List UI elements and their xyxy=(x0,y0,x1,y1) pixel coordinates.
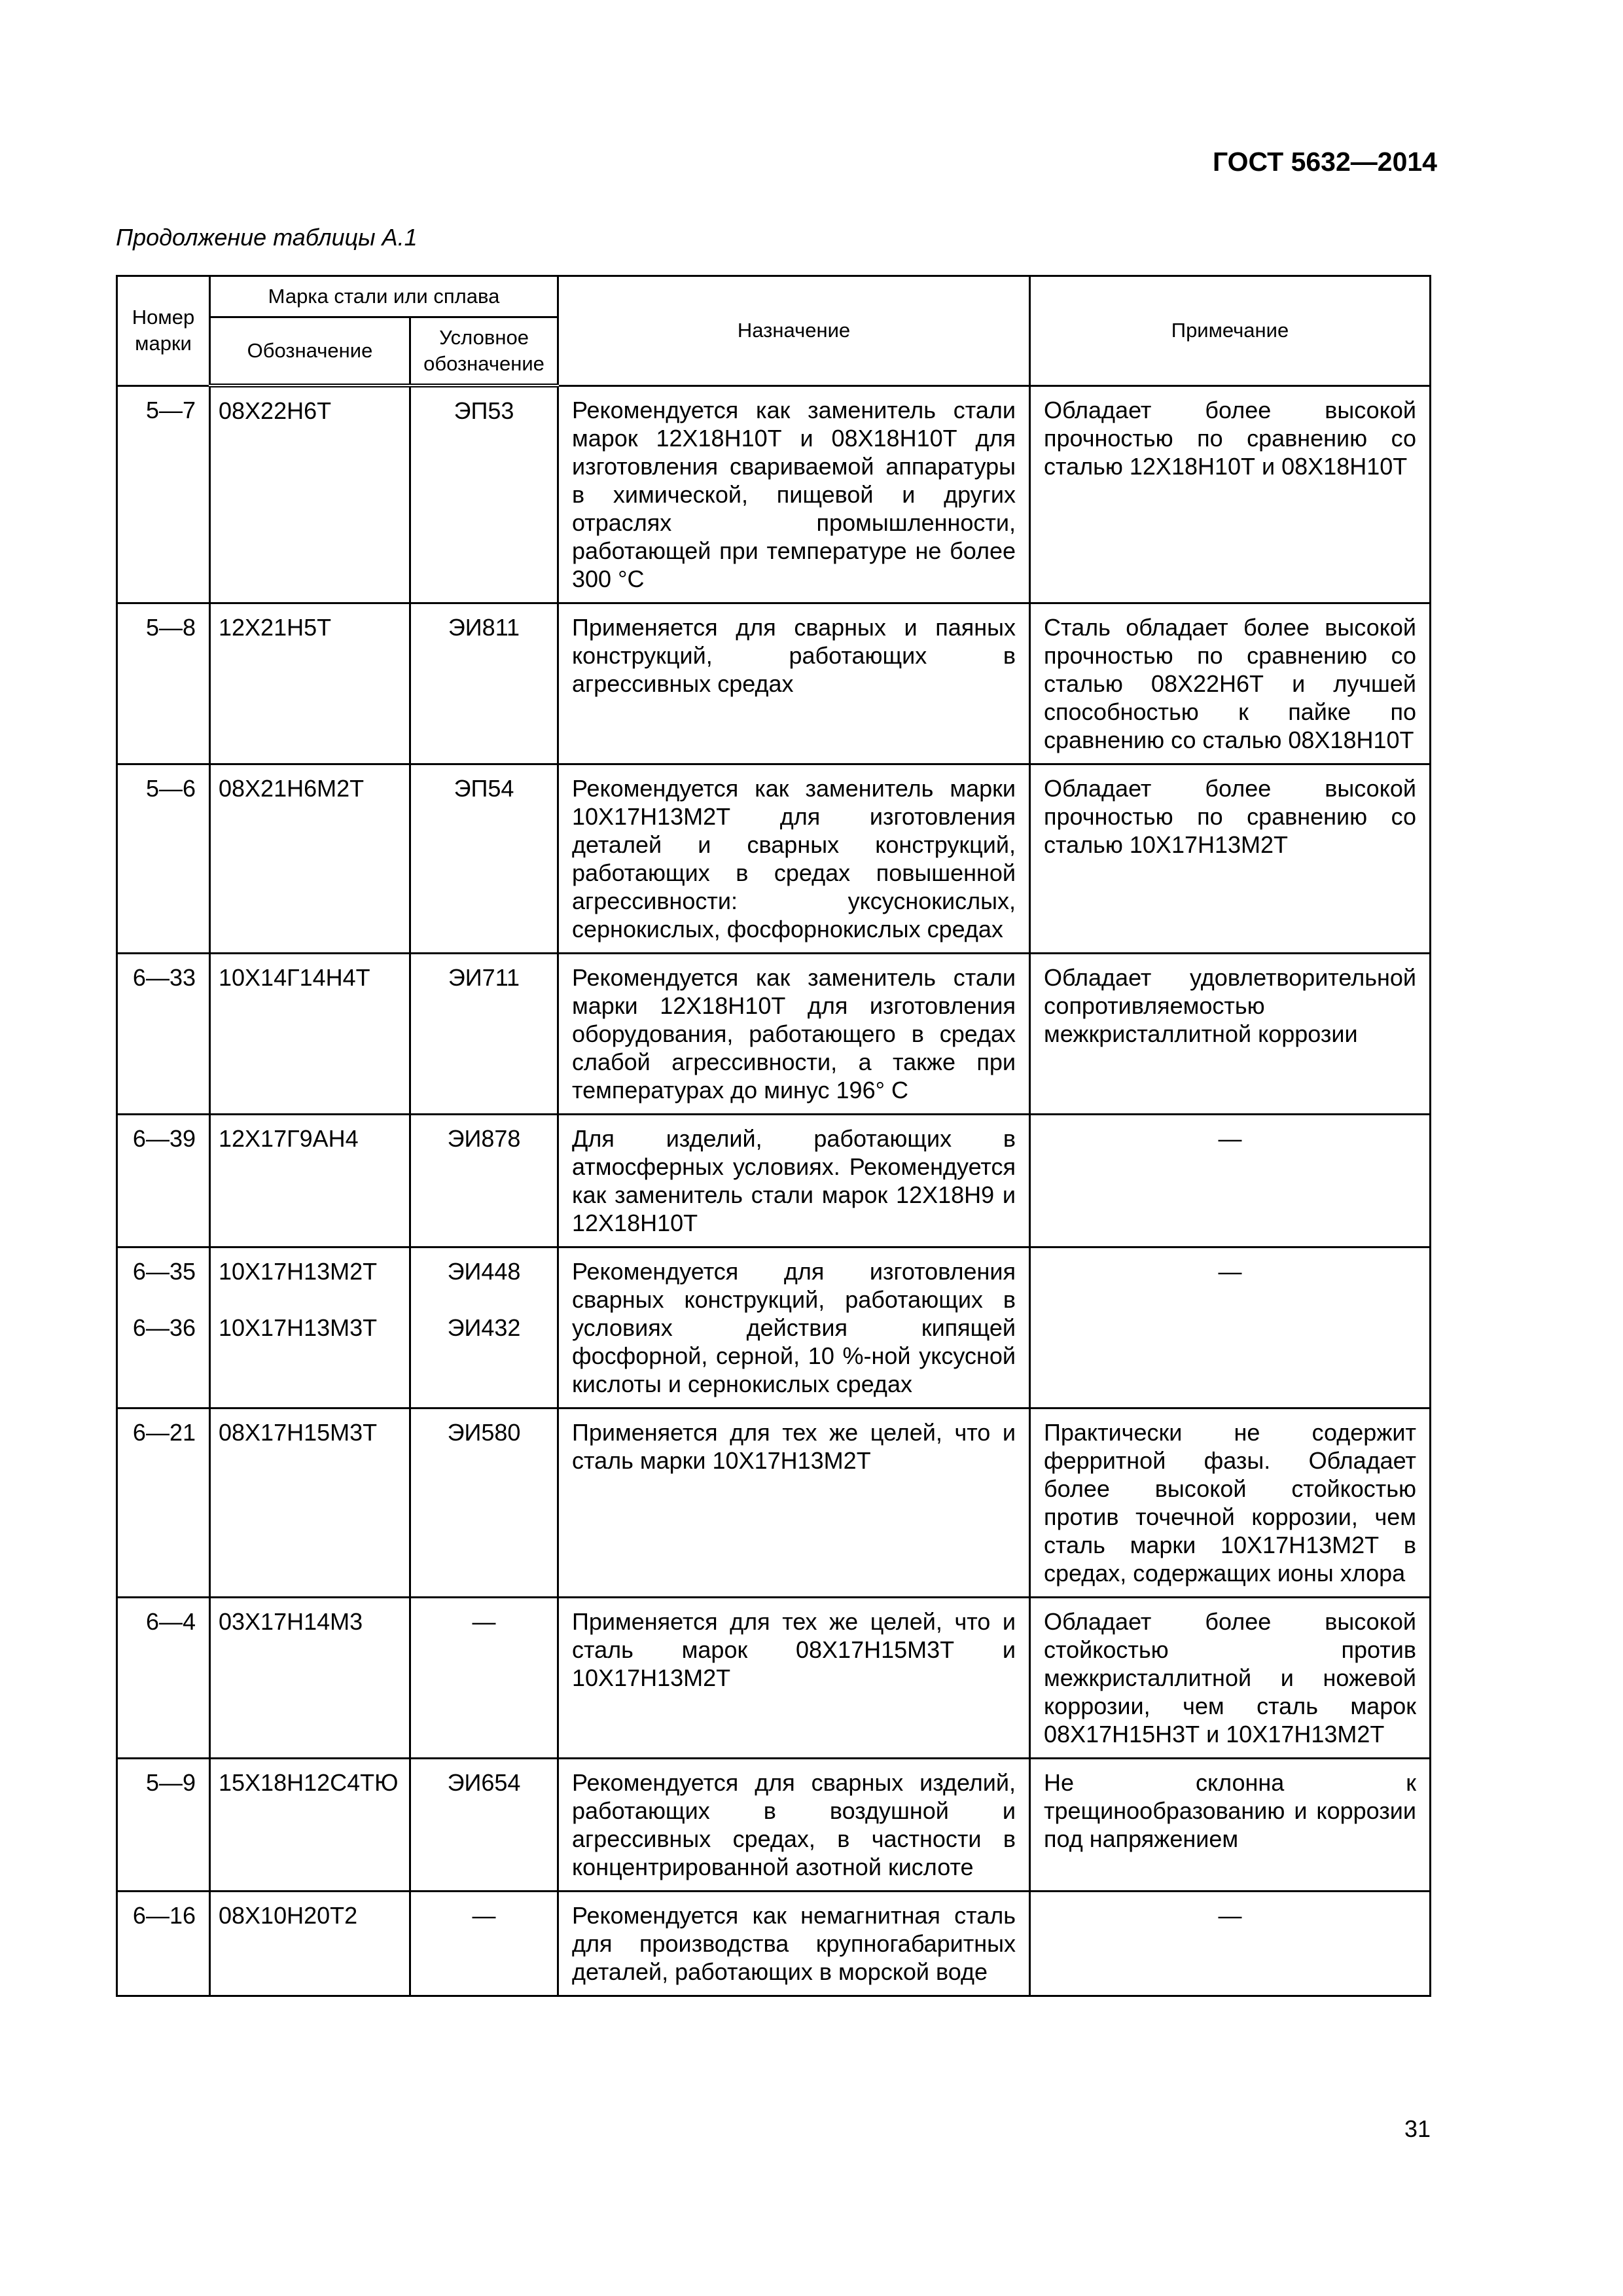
purpose-cell: Применяется для тех же целей, что и сталь марок 08Х17Н15М3Т и 10Х17Н13М2Т xyxy=(558,1597,1030,1758)
conditional-designation-cell xyxy=(410,1114,558,1247)
table-header xyxy=(117,276,1431,386)
designation-cell xyxy=(210,1758,410,1891)
designation-cell-value: 12Х17Г9АН4 xyxy=(219,1124,359,1152)
grade-number-cell xyxy=(117,1408,210,1597)
purpose-cell: Рекомендуется как заменитель стали марок 12Х18Н10Т и 08Х18Н10Т для изготовления свариваемой аппаратуры в химической, пищевой и других отраслях промышленности, работающей при температуре не более 300 °С xyxy=(558,386,1030,603)
conditional-designation-cell xyxy=(410,1597,558,1758)
designation-cell-value: 12Х21Н5Т xyxy=(219,613,332,641)
note-cell: Обладает более высокой стойкостью против межкристаллитной и ножевой коррозии, чем сталь марок 08Х17Н15Н3Т и 10Х17Н13М2Т xyxy=(1030,1597,1431,1758)
designation-cell xyxy=(210,1114,410,1247)
grade-number-cell xyxy=(117,386,210,603)
note-cell: — xyxy=(1030,1114,1431,1247)
grade-number-cell-value: 6—35 xyxy=(132,1257,196,1285)
conditional-designation-cell-value: ЭИ811 xyxy=(448,613,520,641)
designation-cell xyxy=(210,1891,410,1996)
column-header-note: Примечание xyxy=(1030,276,1431,386)
grade-number-cell-value: 5—6 xyxy=(145,774,196,802)
table-body xyxy=(117,386,1431,1996)
grade-number-cell-value: 6—33 xyxy=(132,963,196,991)
conditional-designation-cell-value: ЭИ448 xyxy=(447,1257,521,1285)
conditional-designation-cell xyxy=(410,603,558,764)
conditional-designation-cell-value: ЭП53 xyxy=(454,397,514,424)
steel-grades-table-container xyxy=(116,275,1431,1997)
grade-number-cell xyxy=(117,1247,210,1408)
column-header-conditional: Условное обозначение xyxy=(410,317,558,386)
conditional-designation-cell xyxy=(410,1758,558,1891)
conditional-designation-cell xyxy=(410,953,558,1114)
table-row xyxy=(117,764,1431,953)
standard-header: ГОСТ 5632—2014 xyxy=(1212,147,1437,177)
grade-number-cell xyxy=(117,764,210,953)
note-cell: — xyxy=(1030,1891,1431,1996)
designation-cell-value: 03Х17Н14М3 xyxy=(219,1607,363,1635)
column-header-designation: Обозначение xyxy=(210,317,410,386)
conditional-designation-cell xyxy=(410,1891,558,1996)
grade-number-cell xyxy=(117,1891,210,1996)
conditional-designation-cell xyxy=(410,386,558,603)
designation-cell-value: 10Х17Н13М3Т xyxy=(219,1314,378,1341)
table-row xyxy=(117,1891,1431,1996)
designation-cell xyxy=(210,1597,410,1758)
grade-number-cell-value: 5—8 xyxy=(145,613,196,641)
purpose-cell: Применяется для сварных и паяных конструкций, работающих в агрессивных средах xyxy=(558,603,1030,764)
column-header-purpose: Назначение xyxy=(558,276,1030,386)
conditional-designation-cell-value: ЭИ432 xyxy=(447,1314,521,1341)
grade-number-cell-value: 5—9 xyxy=(145,1768,196,1796)
column-header-number: Номер марки xyxy=(117,276,210,386)
conditional-designation-cell-value: — xyxy=(472,1901,496,1929)
designation-cell xyxy=(210,386,410,603)
designation-cell-value: 15Х18Н12С4ТЮ xyxy=(219,1768,399,1796)
conditional-designation-cell-value: ЭИ878 xyxy=(447,1124,521,1152)
steel-grades-table xyxy=(116,275,1431,1997)
note-cell: Обладает удовлетворительной сопротивляемостью межкристаллитной коррозии xyxy=(1030,953,1431,1114)
conditional-designation-cell xyxy=(410,764,558,953)
designation-cell xyxy=(210,953,410,1114)
column-header-grade-group: Марка стали или сплава xyxy=(210,276,558,317)
conditional-designation-cell-value: ЭИ711 xyxy=(448,963,520,991)
designation-cell-value: 08Х10Н20Т2 xyxy=(219,1901,358,1929)
table-row xyxy=(117,1758,1431,1891)
designation-cell xyxy=(210,764,410,953)
conditional-designation-cell-value: — xyxy=(472,1607,496,1635)
purpose-cell: Рекомендуется для сварных изделий, работающих в воздушной и агрессивных средах, в частности в концентрированной азотной кислоте xyxy=(558,1758,1030,1891)
purpose-cell: Для изделий, работающих в атмосферных условиях. Рекомендуется как заменитель стали марок 12Х18Н9 и 12Х18Н10Т xyxy=(558,1114,1030,1247)
note-cell: — xyxy=(1030,1247,1431,1408)
note-cell: Обладает более высокой прочностью по сравнению со сталью 10Х17Н13М2Т xyxy=(1030,764,1431,953)
note-cell: Практически не содержит ферритной фазы. Обладает более высокой стойкостью против точечной коррозии, чем сталь марки 10Х17Н13М2Т в средах, содержащих ионы хлора xyxy=(1030,1408,1431,1597)
conditional-designation-cell xyxy=(410,1408,558,1597)
table-row xyxy=(117,1408,1431,1597)
grade-number-cell xyxy=(117,1597,210,1758)
conditional-designation-cell xyxy=(410,1247,558,1408)
designation-cell xyxy=(210,603,410,764)
grade-number-cell xyxy=(117,953,210,1114)
conditional-designation-cell-value: ЭИ580 xyxy=(447,1418,521,1446)
purpose-cell: Рекомендуется для изготовления сварных конструкций, работающих в условиях действия кипящей фосфорной, серной, 10 %-ной уксусной кислоты и сернокислых средах xyxy=(558,1247,1030,1408)
grade-number-cell-value: 6—36 xyxy=(132,1314,196,1341)
table-caption: Продолжение таблицы А.1 xyxy=(116,224,418,251)
grade-number-cell xyxy=(117,603,210,764)
grade-number-cell xyxy=(117,1114,210,1247)
purpose-cell: Рекомендуется как немагнитная сталь для производства крупногабаритных деталей, работающих в морской воде xyxy=(558,1891,1030,1996)
purpose-cell: Рекомендуется как заменитель марки 10Х17Н13М2Т для изготовления деталей и сварных конструкций, работающих в средах повышенной агрессивности: уксуснокислых, сернокислых, фосфорнокислых средах xyxy=(558,764,1030,953)
grade-number-cell-value: 6—39 xyxy=(132,1124,196,1152)
table-row xyxy=(117,1597,1431,1758)
grade-number-cell xyxy=(117,1758,210,1891)
conditional-designation-cell-value: ЭП54 xyxy=(454,774,514,802)
designation-cell xyxy=(210,1408,410,1597)
designation-cell xyxy=(210,1247,410,1408)
grade-number-cell-value: 6—16 xyxy=(132,1901,196,1929)
table-row xyxy=(117,386,1431,603)
note-cell: Не склонна к трещинообразованию и коррозии под напряжением xyxy=(1030,1758,1431,1891)
table-row xyxy=(117,1114,1431,1247)
grade-number-cell-value: 5—7 xyxy=(145,396,196,423)
purpose-cell: Применяется для тех же целей, что и сталь марки 10Х17Н13М2Т xyxy=(558,1408,1030,1597)
designation-cell-value: 10Х14Г14Н4Т xyxy=(219,963,370,991)
table-row xyxy=(117,603,1431,764)
note-cell: Сталь обладает более высокой прочностью по сравнению со сталью 08Х22Н6Т и лучшей способностью к пайке по сравнению со сталью 08Х18Н10Т xyxy=(1030,603,1431,764)
grade-number-cell-value: 6—21 xyxy=(132,1418,196,1446)
page-number: 31 xyxy=(1404,2115,1431,2142)
table-row xyxy=(117,1247,1431,1408)
designation-cell-value: 08Х17Н15М3Т xyxy=(219,1418,378,1446)
designation-cell-value: 08Х22Н6Т xyxy=(219,397,332,424)
designation-cell-value: 08Х21Н6М2Т xyxy=(219,774,365,802)
grade-number-cell-value: 6—4 xyxy=(145,1607,196,1635)
conditional-designation-cell-value: ЭИ654 xyxy=(447,1768,521,1796)
table-row xyxy=(117,953,1431,1114)
note-cell: Обладает более высокой прочностью по сравнению со сталью 12Х18Н10Т и 08Х18Н10Т xyxy=(1030,386,1431,603)
designation-cell-value: 10Х17Н13М2Т xyxy=(219,1257,378,1285)
purpose-cell: Рекомендуется как заменитель стали марки 12Х18Н10Т для изготовления оборудования, работающего в средах слабой агрессивности, а также при температурах до минус 196° С xyxy=(558,953,1030,1114)
